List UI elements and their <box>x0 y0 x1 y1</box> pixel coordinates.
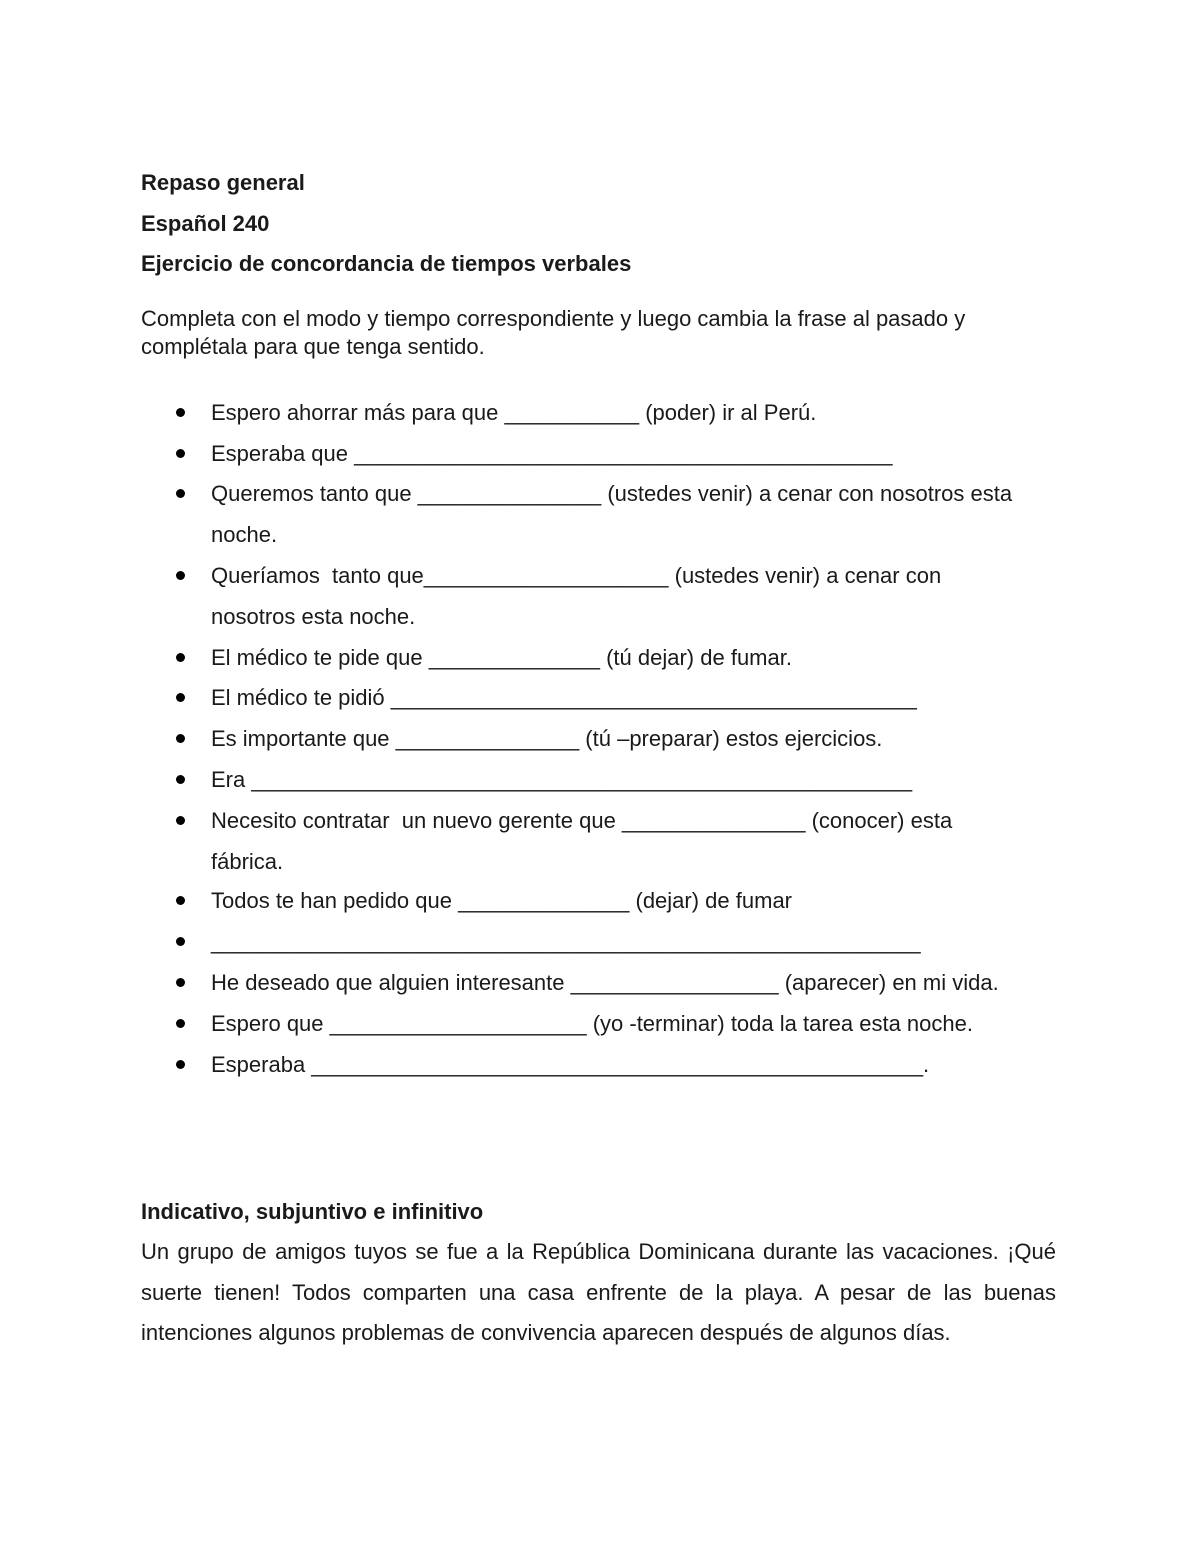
document-title: Repaso general <box>141 170 305 195</box>
bullet-icon <box>176 896 185 905</box>
bullet-icon <box>176 408 185 417</box>
list-item-text: Esperaba que ____________________________________________ <box>211 441 893 466</box>
bullet-icon <box>176 571 185 580</box>
bullet-icon <box>176 653 185 662</box>
list-item-text: Espero ahorrar más para que ___________ (poder) ir al Perú. <box>211 400 817 425</box>
bullet-icon <box>176 937 185 946</box>
list-item-text: __________________________________________________________ <box>211 929 921 954</box>
list-item-text: Era ______________________________________________________ <box>211 767 913 792</box>
instructions-text: Completa con el modo y tiempo correspondiente y luego cambia la frase al pasado y complétala para que tenga sentido. <box>141 306 966 359</box>
list-item-text: El médico te pide que ______________ (tú dejar) de fumar. <box>211 645 792 670</box>
list-item-text: Espero que _____________________ (yo -terminar) toda la tarea esta noche. <box>211 1011 973 1036</box>
bullet-icon <box>176 775 185 784</box>
list-item-text: Necesito contratar un nuevo gerente que _______________ (conocer) esta fábrica. <box>211 808 959 874</box>
section-title: Indicativo, subjuntivo e infinitivo <box>141 1199 484 1224</box>
list-item-text: Todos te han pedido que ______________ (dejar) de fumar <box>211 888 793 913</box>
list-item-text: Es importante que _______________ (tú –preparar) estos ejercicios. <box>211 726 883 751</box>
list-item-text: El médico te pidió ___________________________________________ <box>211 685 917 710</box>
bullet-icon <box>176 693 185 702</box>
bullet-icon <box>176 1019 185 1028</box>
exercise-title: Ejercicio de concordancia de tiempos verbales <box>141 251 632 276</box>
bullet-icon <box>176 734 185 743</box>
section-paragraph: Un grupo de amigos tuyos se fue a la República Dominicana durante las vacaciones. ¡Qué suerte tienen! Todos comparten una casa enfrente de la playa. A pesar de las buenas intenciones algunos problemas de convivencia aparecen después de algunos días. <box>141 1239 1056 1345</box>
list-item-text: Queremos tanto que _______________ (ustedes venir) a cenar con nosotros esta noche. <box>211 481 1019 547</box>
list-item-text: He deseado que alguien interesante _________________ (aparecer) en mi vida. <box>211 970 999 995</box>
bullet-icon <box>176 816 185 825</box>
bullet-icon <box>176 978 185 987</box>
bullet-icon <box>176 1060 185 1069</box>
course-name: Español 240 <box>141 211 270 236</box>
list-item-text: Esperaba __________________________________________________. <box>211 1052 930 1077</box>
list-item-text: Queríamos tanto que____________________ (ustedes venir) a cenar con nosotros esta noche. <box>211 563 948 629</box>
bullet-icon <box>176 449 185 458</box>
bullet-icon <box>176 489 185 498</box>
